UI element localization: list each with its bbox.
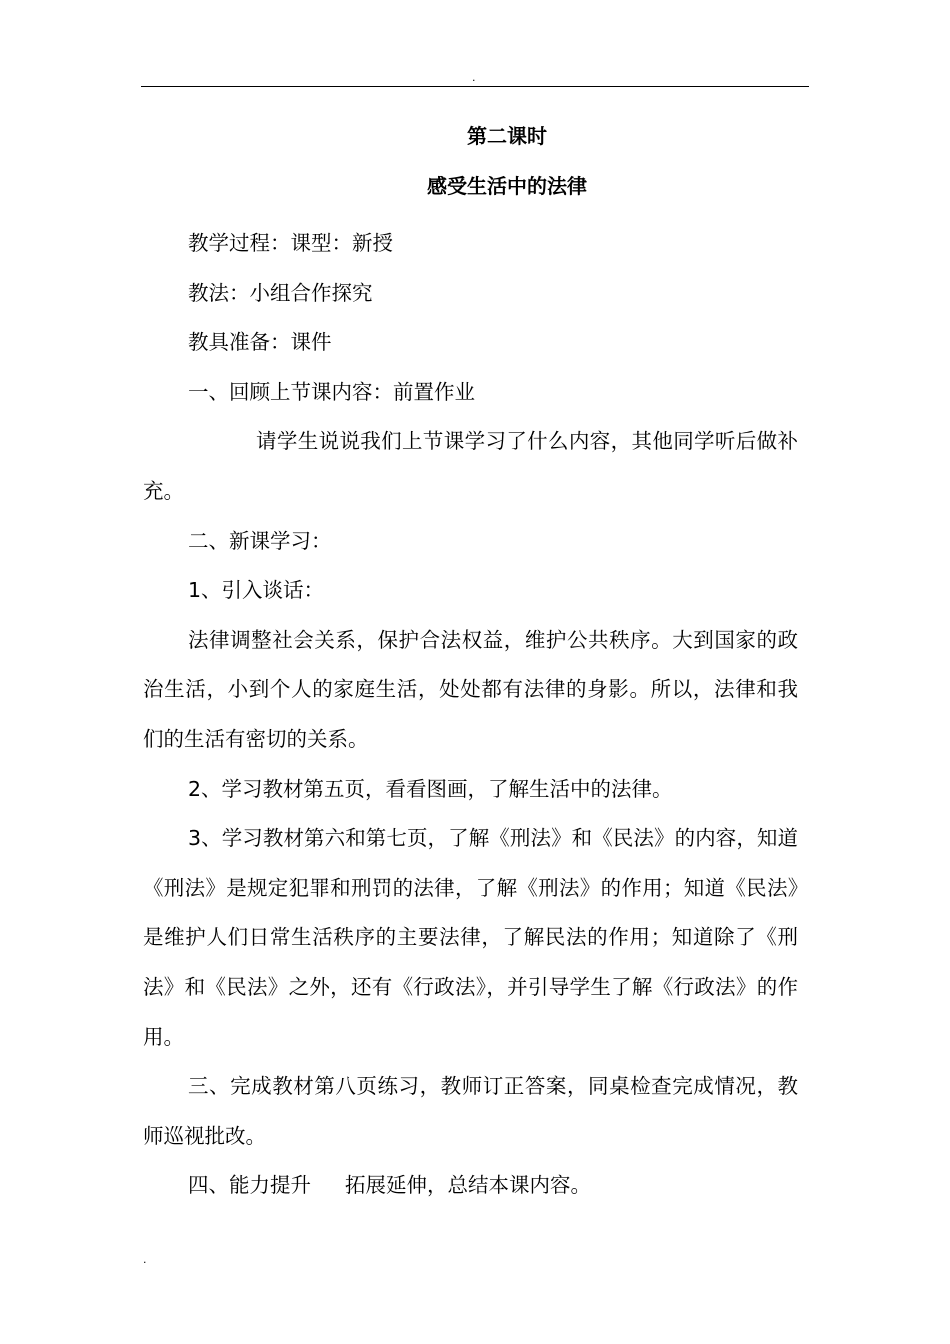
paragraph-teaching-aids: 教具准备：课件	[188, 330, 332, 355]
paragraph-law-overview: 法律调整社会关系，保护合法权益，维护公共秩序。大到国家的政治生活，小到个人的家庭生活，处处都有法律的身影。所以，法律和我们的生活有密切的关系。	[143, 627, 798, 751]
header-rule	[141, 86, 809, 87]
paragraph-review: 一、回顾上节课内容：前置作业	[188, 379, 475, 404]
paragraph-study-pages-six-seven: 3、学习教材第六和第七页，了解《刑法》和《民法》的内容，知道《刑法》是规定犯罪和刑罚的法律，了解《刑法》的作用；知道《民法》是维护人们日常生活秩序的主要法律，了解民法的作用；知道除了《刑法》和《民法》之外，还有《行政法》，并引导学生了解《行政法》的作用。	[143, 826, 798, 1049]
paragraph-teaching-method: 教法：小组合作探究	[188, 280, 373, 305]
paragraph-review-detail: 请学生说说我们上节课学习了什么内容，其他同学听后做补充。	[143, 429, 798, 503]
ability-heading: 四、能力提升	[188, 1173, 311, 1198]
lesson-subtitle: 感受生活中的法律	[427, 174, 587, 198]
footer-mark: .	[143, 1253, 147, 1266]
paragraph-exercises: 三、完成教材第八页练习，教师订正答案，同桌检查完成情况，教师巡视批改。	[143, 1074, 798, 1148]
paragraph-ability-improvement	[143, 1161, 798, 1211]
lesson-body	[143, 219, 798, 1211]
lesson-title: 第二课时	[467, 124, 547, 148]
paragraph-new-lesson: 二、新课学习：	[188, 528, 332, 553]
paragraph-study-page-five: 2、学习教材第五页，看看图画，了解生活中的法律。	[188, 776, 673, 801]
paragraph-intro-talk: 1、引入谈话：	[188, 578, 325, 603]
ability-detail: 拓展延伸，总结本课内容。	[345, 1173, 591, 1198]
header-mark: .	[472, 71, 476, 84]
paragraph-teaching-process: 教学过程：课型：新授	[188, 231, 393, 255]
